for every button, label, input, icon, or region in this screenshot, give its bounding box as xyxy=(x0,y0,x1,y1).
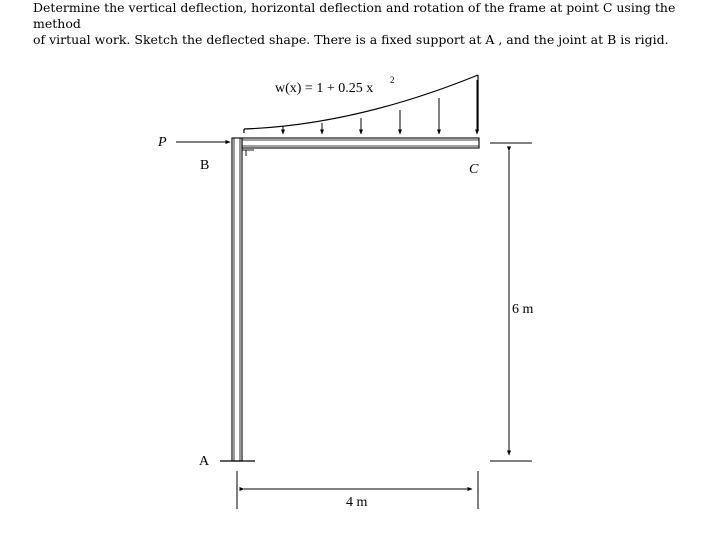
beam-bc-outline xyxy=(242,138,479,148)
problem-line-2: of virtual work. Sketch the deflected shape. There is a fixed support at A , and the joint at B is rigid. xyxy=(33,32,669,47)
label-b: B xyxy=(200,158,210,173)
label-p: P xyxy=(158,135,167,150)
column-ab-outline xyxy=(232,138,242,461)
beam-bc xyxy=(242,138,479,148)
dim-width-label: 4 m xyxy=(346,495,368,510)
column-ab xyxy=(232,138,242,461)
problem-line-1: Determine the vertical deflection, horizontal deflection and rotation of the frame at point C using the method xyxy=(33,0,676,31)
label-a: A xyxy=(199,454,210,469)
load-exponent: 2 xyxy=(390,75,395,85)
load-label: w(x) = 1 + 0.25 x xyxy=(275,81,374,96)
dim-height-label: 6 m xyxy=(512,302,534,317)
rigid-joint-b xyxy=(242,148,254,160)
label-c: C xyxy=(469,162,479,177)
